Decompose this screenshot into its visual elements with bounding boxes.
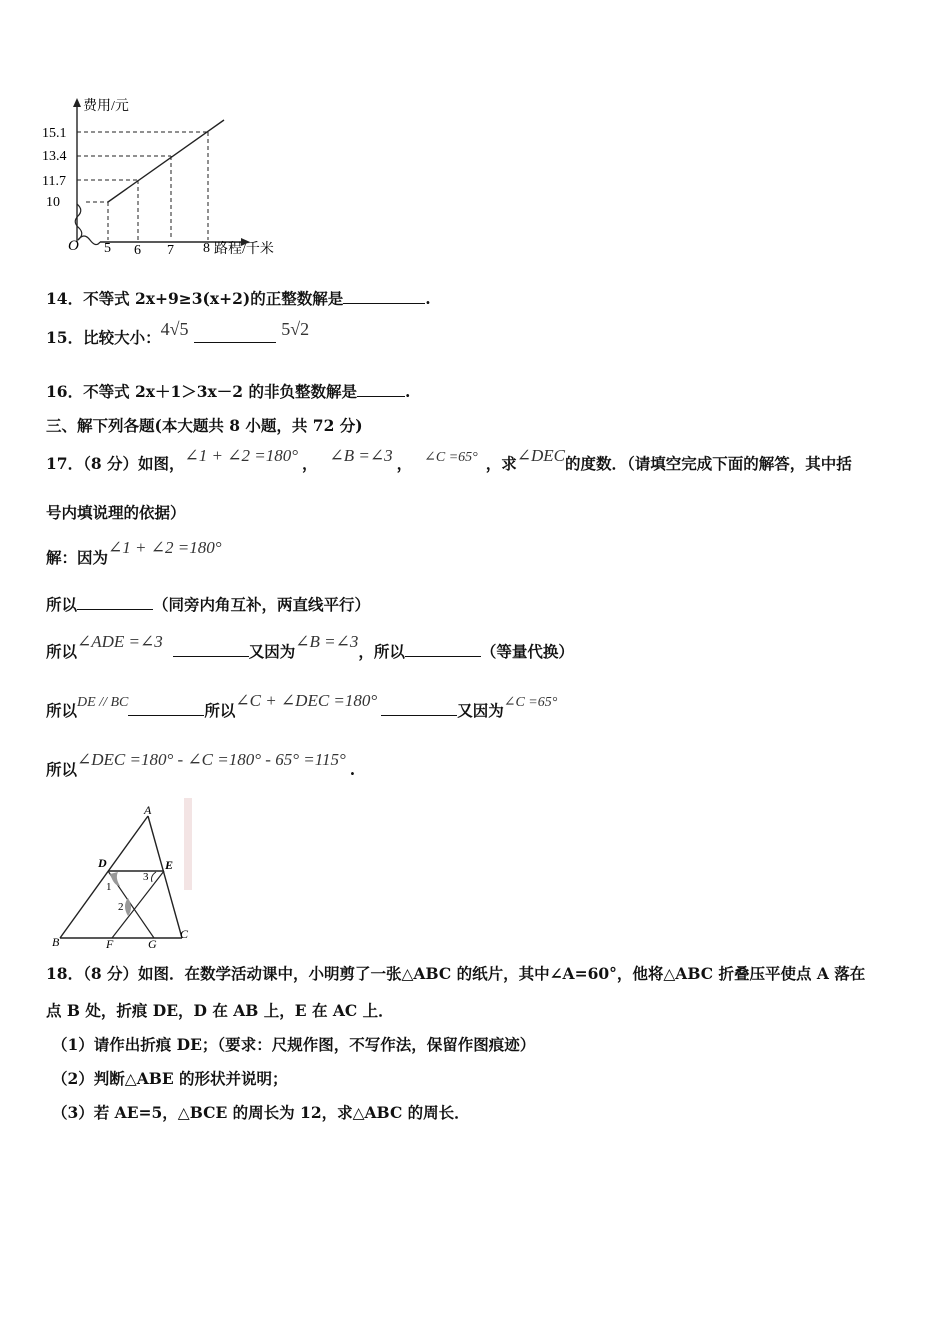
q17-step2-blank-2	[405, 642, 481, 657]
q15-expr-right: 5√2	[281, 319, 310, 339]
q17-tail: 的度数．（请填空完成下面的解答，其中括	[565, 454, 852, 473]
q17-step-3	[46, 691, 558, 721]
q15-expr-left: 4√5	[160, 319, 189, 339]
q16-answer-blank	[357, 382, 405, 397]
label-A: A	[144, 803, 152, 817]
label-F: F	[106, 937, 114, 950]
q17-given-1: ∠1 + ∠2 =180°	[184, 446, 298, 465]
cost-line	[108, 120, 224, 202]
q17-step2-reason: （等量代换）	[480, 642, 574, 661]
axis-break-y	[75, 204, 82, 240]
q17-sol-given: ∠1 + ∠2 =180°	[108, 538, 222, 557]
scan-edge-mark	[184, 798, 192, 890]
q17-given-3: ∠C =65°	[424, 450, 478, 465]
q17-step2-so: 所以	[46, 642, 78, 661]
q17-step1-so: 所以	[46, 595, 78, 614]
y-tick-11-7: 11.7	[42, 174, 66, 189]
side-AB	[60, 816, 148, 938]
q18-part-3: （3）若 AE=5，△BCE 的周长为 12，求△ABC 的周长．	[52, 1103, 470, 1122]
label-angle-1: 1	[106, 881, 112, 893]
x-tick-7: 7	[167, 243, 174, 258]
q17-ask: ，求	[485, 454, 517, 473]
label-angle-2: 2	[118, 901, 124, 913]
section-3-heading: 三、解下列各题(本大题共 8 小题，共 72 分)	[46, 416, 363, 435]
q17-step3-so-2: 所以	[204, 701, 236, 720]
q14-end: .	[425, 289, 431, 308]
q17-step4-expr: ∠DEC =180° - ∠C =180° - 65° =115°	[77, 750, 346, 769]
q17-step2-expr: ∠ADE =∠3	[77, 632, 163, 651]
q17-step-4	[46, 750, 356, 780]
x-tick-8: 8	[203, 241, 210, 256]
side-AC	[148, 816, 182, 938]
q17-step2-blank-1	[173, 642, 249, 657]
q18-line-1: 18．（8 分）如图．在数学活动课中，小明剪了一张△ABC 的纸片，其中∠A=60°，他将△ABC 折叠压平使点 A 落在	[46, 964, 866, 983]
q14-text: 14．不等式 2x+9≥3(x+2)的正整数解是	[46, 289, 344, 308]
axis-break-x	[78, 236, 100, 245]
y-axis-label: 费用/元	[83, 99, 129, 114]
q17-step3-blank-2	[381, 701, 457, 716]
question-17-line-1	[46, 446, 852, 474]
label-E: E	[165, 858, 174, 872]
q17-step3-expr-2: ∠C + ∠DEC =180°	[235, 691, 378, 710]
q17-step-2	[46, 632, 574, 662]
q17-step2-expr-2: ∠B =∠3	[295, 632, 359, 651]
angle-3-mark	[152, 872, 157, 882]
q17-head: 17．（8 分）如图，	[46, 454, 185, 473]
q16-end: .	[405, 382, 411, 401]
q17-step2-because: 又因为	[248, 642, 296, 661]
q17-step3-expr: DE // BC	[77, 695, 129, 710]
label-angle-3: 3	[143, 871, 149, 883]
label-B: B	[52, 935, 60, 949]
q17-step4-so: 所以	[46, 760, 78, 779]
q17-step1-reason: （同旁内角互补，两直线平行）	[153, 595, 371, 614]
y-tick-13-4: 13.4	[42, 149, 67, 164]
q15-answer-blank	[194, 328, 276, 343]
q18-part-1: （1）请作出折痕 DE；（要求：尺规作图，不写作法，保留作图痕迹）	[52, 1035, 536, 1054]
q17-step3-blank-1	[128, 701, 204, 716]
x-tick-6: 6	[134, 243, 141, 258]
label-D: D	[98, 856, 107, 870]
question-14	[46, 287, 431, 309]
y-tick-15-1: 15.1	[42, 126, 67, 141]
q17-sep-2: ，	[396, 454, 413, 473]
q18-part-2: （2）判断△ABE 的形状并说明；	[52, 1069, 288, 1088]
q15-text: 15．比较大小：	[46, 328, 161, 347]
q17-step-1	[46, 593, 370, 615]
y-tick-10: 10	[46, 195, 60, 210]
q17-step1-blank	[77, 595, 153, 610]
q17-step2-so-2: ，所以	[358, 642, 405, 661]
q17-given-2: ∠B =∠3	[329, 446, 393, 465]
q17-target-angle: ∠DEC	[516, 446, 566, 465]
q16-text: 16．不等式 2x＋1＞3x－2 的非负整数解是	[46, 382, 357, 401]
q17-step3-so: 所以	[46, 701, 78, 720]
x-axis-label: 路程/千米	[214, 242, 274, 257]
q17-step3-expr-3: ∠C =65°	[503, 695, 558, 710]
angle-2-mark	[125, 898, 131, 916]
angle-1-mark	[110, 872, 120, 886]
fee-distance-graph	[38, 92, 298, 262]
label-G: G	[148, 937, 157, 950]
q17-step3-because: 又因为	[457, 701, 504, 720]
label-C: C	[180, 927, 189, 941]
q17-sol-label: 解：因为	[46, 548, 109, 567]
question-15	[46, 319, 310, 348]
y-axis-arrow	[73, 98, 81, 107]
q17-step4-end: .	[349, 760, 356, 779]
x-tick-5: 5	[104, 241, 111, 256]
triangle-figure	[46, 798, 196, 950]
q14-answer-blank	[343, 289, 425, 304]
q17-sep-1: ，	[302, 454, 318, 473]
origin-label: O	[68, 238, 79, 254]
question-17-line-2: 号内填说理的依据）	[46, 503, 186, 522]
q18-line-2: 点 B 处，折痕 DE，D 在 AB 上，E 在 AC 上．	[46, 1001, 394, 1020]
q17-solution-start	[46, 538, 222, 568]
question-16	[46, 380, 410, 402]
